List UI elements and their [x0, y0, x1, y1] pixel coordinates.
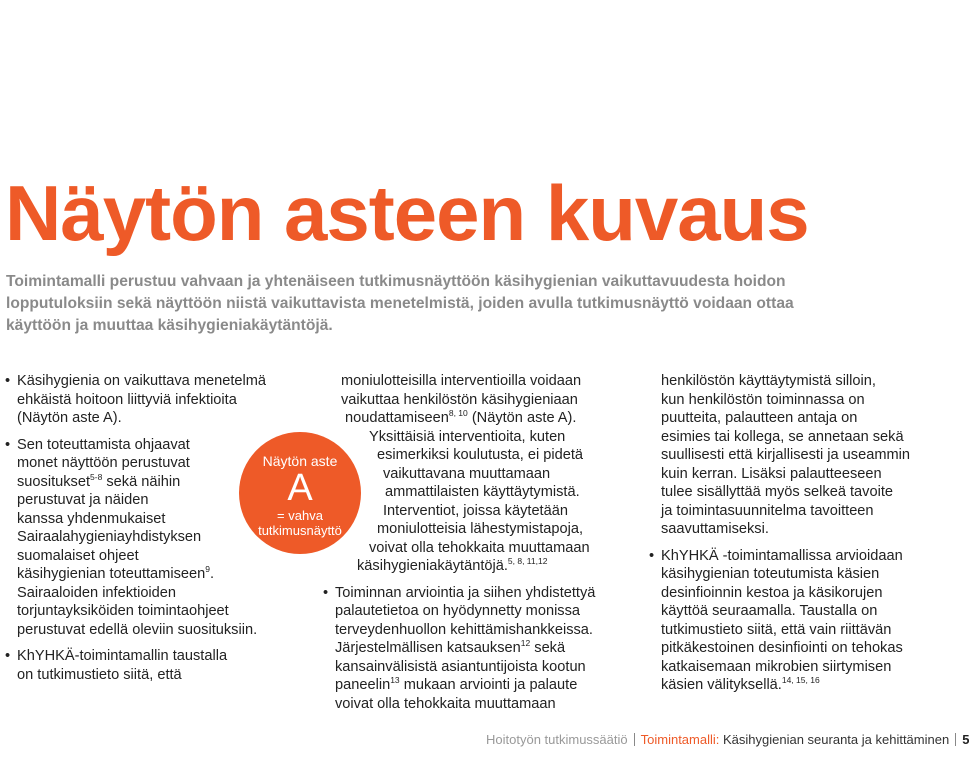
- page-number: 5: [962, 732, 969, 747]
- badge-heading: Näytön aste: [262, 453, 338, 469]
- footer-journal: Hoitotyön tutkimussäätiö: [486, 732, 628, 747]
- page-footer: [486, 732, 969, 748]
- footer-divider: [634, 733, 635, 746]
- bullet-paragraph: • KhYHKÄ -toimintamallissa arvioidaan käsihygienian toteutumista käsien desinfioinnin kestoa ja käsikorujen käyttöä seuraamalla. Taustalla on tutkimustieto siitä, että vain riittävän pitkäkestoinen desinfiointi on tehokas katkaisemaan mikrobien siirtymisen käsien välityksellä.$^{14, 15, 16}$: [649, 547, 959, 695]
- intro-line: Toimintamalli perustuu vahvaan ja yhtenäiseen tutkimusnäyttöön käsihygienian vaikuttavuudesta hoidon: [6, 273, 786, 290]
- intro-paragraph: [6, 271, 936, 337]
- intro-line: lopputuloksiin sekä näyttöön niistä vaikuttavista menetelmistä, joiden avulla tutkimusnäyttö voidaan ottaa: [6, 295, 794, 312]
- badge-caption: = vahva tutkimusnäyttö: [258, 508, 342, 538]
- bullet-paragraph: • Toiminnan arviointia ja siihen yhdistettyä palautetietoa on hyödynnetty monissa terveydenhuollon kehittämishankkeissa. Järjestelmällisen katsauksen$^{12}$ sekä kansainvälisistä asiantuntijoista kootun paneelin$^{13}$ mukaan arviointi ja palaute voivat olla tehokkaita muuttamaan: [323, 584, 643, 714]
- intro-line: käyttöön ja muuttaa käsihygieniakäytäntöjä.: [6, 317, 333, 334]
- bullet-paragraph: • Käsihygienia on vaikuttava menetelmä ehkäistä hoitoon liittyviä infektioita (Näytön aste A).: [5, 372, 305, 428]
- text-column-3: [649, 372, 959, 703]
- text-column-2: [323, 372, 643, 721]
- footer-divider: [955, 733, 956, 746]
- paragraph: Yksittäisiä interventioita, kuten esimerkiksi koulutusta, ei pidetä vaikuttavana muuttamaan ammattilaisten käyttäytymistä. Interventiot, joissa käytetään moniulotteisia lähestymistapoja, voivat olla tehokkaita muuttamaan käsihygieniakäytäntöjä.$^{5, 8, 11,12}$: [357, 428, 590, 574]
- bullet-paragraph: • KhYHKÄ-toimintamallin taustalla on tutkimustieto siitä, että: [5, 647, 305, 684]
- badge-letter: A: [287, 467, 313, 509]
- reference-superscript: 5, 8, 11,12: [507, 556, 548, 566]
- reference-superscript: 8, 10: [448, 408, 468, 418]
- reference-superscript: 5-8: [90, 471, 103, 482]
- footer-model-title: Käsihygienian seuranta ja kehittäminen: [723, 732, 950, 747]
- reference-superscript: 13: [390, 675, 400, 685]
- reference-superscript: 12: [520, 638, 531, 648]
- paragraph: moniulotteisilla interventioilla voidaan vaikuttaa henkilöstön käsihygieniaan noudattamiseen$^{8, 10}$ (Näytön aste A).: [341, 373, 582, 426]
- footer-model-label: Toimintamalli:: [640, 732, 720, 747]
- bullet-paragraph: • Sen toteuttamista ohjaavat monet näyttöön perustuvat suositukset$^{5-8}$ sekä näihin perustuvat ja näiden kanssa yhdenmukaiset Sairaalahygieniayhdistyksen suomalaiset ohjeet käsihygienian toteuttamiseen$^9$. Sairaaloiden infektioiden torjuntayksiköiden toimintaohjeet perustuvat edellä oleviin suosituksiin.: [5, 436, 305, 640]
- reference-superscript: 14, 15, 16: [781, 675, 820, 685]
- page-title: Näytön asteen kuvaus: [5, 169, 809, 257]
- reference-superscript: 9: [205, 564, 210, 574]
- paragraph: henkilöstön käyttäytymistä silloin, kun henkilöstön toiminnassa on puutteita, palautteen antaja on esimies tai kollega, se annetaan sekä suullisesti että kirjallisesti ja useammin kuin kerran. Lisäksi palautteeseen tulee sisällyttää myös selkeä tavoite ja toimintasuunnitelma tavoitteen saavuttamiseksi.: [661, 373, 910, 537]
